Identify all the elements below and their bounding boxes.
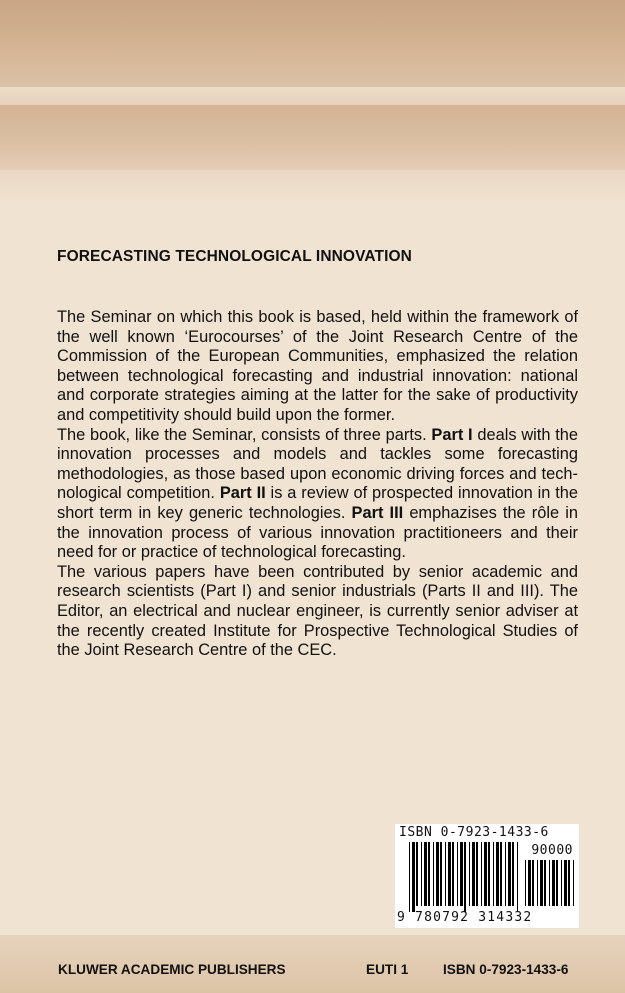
barcode-isbn-label: ISBN 0-7923-1433-6 [399, 825, 549, 840]
barcode-bar [481, 842, 482, 906]
text-run: The Seminar on which this book is based, held within the framework of the well known ‘Eurocourses’ of the Joint Research Centre of the Commission of the European Communities, emphasized the relation between technological forecasting and industrial innovation: national and corporate strategies aiming at the latter for the sake of productivity and competitivity should build upon the former. [57, 308, 578, 424]
barcode-bar [445, 842, 446, 906]
barcode-bar [436, 842, 439, 906]
barcode-bar [532, 860, 534, 906]
barcode-bar [549, 860, 550, 906]
barcode-bar [440, 842, 442, 906]
barcode-bar [573, 860, 574, 906]
publisher-name: KLUWER ACADEMIC PUBLISHERS [58, 962, 286, 977]
top-light-stripe [0, 87, 625, 105]
barcode-bar [409, 842, 410, 912]
part-label: Part I [431, 425, 473, 444]
barcode-bar [452, 842, 454, 906]
second-color-band [0, 105, 625, 170]
footer-isbn: ISBN 0-7923-1433-6 [443, 962, 569, 977]
text-run: is a review of prospected innovation in the short term in key generic technologies. [57, 484, 578, 522]
barcode-bar [552, 860, 555, 906]
barcode-bar [537, 860, 538, 906]
barcode-bar [448, 842, 451, 906]
part-label: Part III [351, 503, 404, 522]
barcode-bar [517, 842, 518, 912]
barcode-bar [528, 860, 531, 906]
barcode-bar [428, 842, 430, 906]
barcode-bar [421, 842, 422, 906]
blurb-paragraph [57, 308, 578, 426]
addon-barcode-bars [525, 860, 575, 912]
blurb-text [57, 308, 578, 661]
book-title: FORECASTING TECHNOLOGICAL INNOVATION [57, 248, 412, 265]
barcode-bar [484, 842, 487, 906]
barcode-bar [500, 842, 502, 906]
barcode-bar [512, 842, 514, 906]
top-color-band [0, 0, 625, 87]
barcode-bar [508, 842, 511, 906]
barcode-bar [493, 842, 494, 906]
barcode-bar [460, 842, 463, 906]
text-run: The book, like the Seminar, consists of three parts. [57, 425, 432, 444]
barcode-bar [424, 842, 427, 906]
barcode-bar [469, 842, 470, 906]
barcode-bar [544, 860, 546, 906]
barcode-bar [412, 842, 415, 912]
barcode-bar [556, 860, 558, 906]
isbn-barcode [395, 824, 579, 928]
barcode-bar [472, 842, 475, 906]
barcode-bar [496, 842, 499, 906]
blurb-paragraph [57, 563, 578, 661]
barcode-bar [505, 842, 506, 906]
barcode-bar [416, 842, 418, 906]
series-code: EUTI 1 [366, 962, 409, 977]
barcode-bar [433, 842, 434, 906]
ean-barcode-bars [409, 842, 521, 912]
text-run: emphazises the rôle in the innovation process of various innovation practitioneers and their need for or practice of technological forecasting. [57, 503, 578, 562]
barcode-bar [540, 860, 543, 906]
third-light-stripe [0, 170, 625, 200]
barcode-bar [464, 842, 466, 912]
text-run: deals with the innovation processes and models and tackles some forecasting methodologies, as those based upon economic driving forces and technological competition. [57, 425, 579, 503]
barcode-bar [564, 860, 567, 906]
barcode-bar [525, 860, 526, 906]
barcode-price-code: 90000 [531, 843, 573, 858]
barcode-bar [457, 842, 458, 906]
barcode-bar [488, 842, 490, 906]
barcode-bar [561, 860, 562, 906]
part-label: Part II [219, 484, 266, 503]
blurb-paragraph [57, 426, 578, 563]
text-run: The various papers have been contributed by senior academic and research scientists (Part I) and senior industrials (Parts II and III). The Editor, an electrical and nuclear engineer, is currently senior adviser at the recently created Institute for Prospective Technological Studies of the Joint Research Centre of the CEC. [57, 562, 578, 660]
barcode-bar [568, 860, 570, 906]
barcode-bar [476, 842, 478, 906]
barcode-ean-digits: 9 780792 314332 [397, 910, 533, 925]
